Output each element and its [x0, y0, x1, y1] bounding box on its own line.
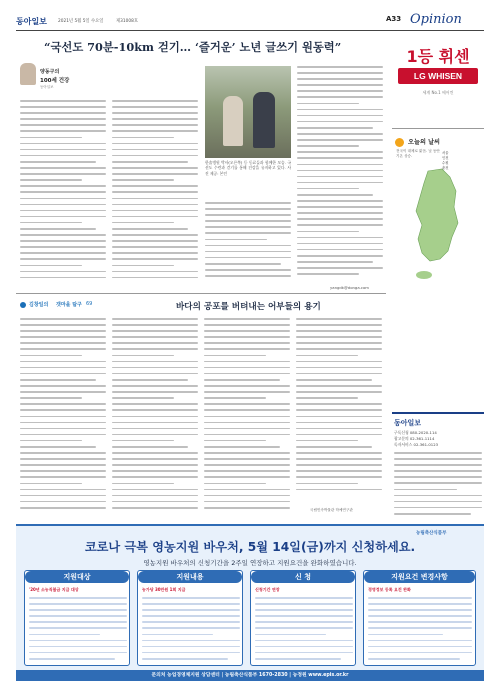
ad-box-title: 지원대상	[25, 571, 129, 583]
ad-box-lead: 신청기간 연장	[255, 587, 280, 592]
ad-headline: 코로나 극복 영농지원 바우처, 5월 14일(금)까지 신청하세요.	[84, 540, 416, 554]
weather-map	[398, 167, 478, 285]
column2-body-a	[20, 318, 106, 516]
ad-box-title: 지원내용	[138, 571, 242, 583]
avatar	[20, 63, 36, 85]
newspaper-logo: 동아일보	[16, 16, 47, 26]
issue-number: 제31008호	[116, 19, 138, 24]
kicker-num: 69	[86, 301, 93, 307]
ad-box-apply	[250, 570, 356, 666]
page-number: A33	[386, 15, 402, 23]
info-line: 독자서비스 02-361-0123	[394, 442, 439, 447]
donga-info-box	[392, 412, 484, 518]
city-item: 인천	[442, 156, 449, 160]
column2-body-b	[112, 318, 198, 516]
city-item: 수원	[442, 161, 449, 165]
column2-headline: 바다의 공포를 버텨내는 어부들의 용기	[176, 302, 321, 312]
ad-box-lead: '20년 소농직불금 지급 대상	[29, 587, 79, 592]
weather-sun-icon	[395, 138, 404, 147]
ad-box-content	[137, 570, 243, 666]
city-item: 서울	[442, 151, 449, 155]
ad-box-changes	[363, 570, 476, 666]
ad-box-title: 신 청	[251, 571, 355, 583]
lg-ad	[392, 40, 484, 126]
ad-box-lead: 농가당 30만원 1회 지급	[142, 587, 186, 592]
kicker-icon	[20, 302, 26, 308]
column2-body-c	[204, 318, 290, 516]
column1-body-d	[297, 66, 383, 288]
section-title: Opinion	[410, 12, 462, 27]
ad-org: 농림축산식품부	[416, 531, 447, 536]
author-tag: 동아일보	[40, 85, 54, 89]
column1-body-a	[20, 100, 106, 284]
ad-brand	[398, 68, 478, 84]
column1-headline: “국선도 70분-10km 걷기… ‘즐거운’ 노년 글쓰기 원동력”	[44, 40, 342, 54]
masthead	[16, 14, 484, 34]
author-sub: 100세 건강	[40, 78, 70, 84]
weather-summary: 전국이 대체로 맑음. 낮 동안 기온 상승.	[396, 149, 440, 158]
column2-byline: 국립민속박물관 학예연구관	[310, 508, 353, 512]
city-item: 춘천	[442, 166, 449, 170]
weather-box	[392, 128, 484, 288]
column2-body-d	[296, 318, 382, 498]
author-name: 양동구의	[40, 69, 60, 75]
info-line: 광고문의 02-361-1114	[394, 436, 435, 441]
column1-body-c	[205, 202, 291, 284]
weather-cities	[442, 151, 482, 171]
ad-box-target	[24, 570, 130, 666]
author-box	[16, 63, 74, 95]
column1-body-b	[112, 100, 198, 284]
kicker-name: 김창일의	[29, 302, 49, 308]
ad-slogan: 세계 No.1 에어컨	[422, 90, 454, 95]
info-title: 동아일보	[394, 419, 422, 427]
ad-headline: 1등 휘센	[406, 47, 470, 66]
photo-caption: 한솔병원 박사(오른쪽) 등 동료들과 함께한 모습. 국선도 수련과 걷기를 통해 건강을 유지하고 있다. 사진 제공: 본인	[205, 160, 291, 176]
ad-box-title: 지원요건 변경사항	[364, 571, 475, 583]
kicker-sub: 갯마을 탐구	[56, 302, 82, 308]
bottom-ad	[16, 524, 484, 681]
column1-byline: yangdk@donga.com	[330, 285, 369, 290]
weather-title: 오늘의 날씨	[408, 139, 441, 146]
ad-brand-text: LG WHISEN	[413, 71, 463, 81]
column1-photo	[205, 66, 291, 158]
ad-box-lead: 경영정보 등록 요건 완화	[368, 587, 411, 592]
info-line: 구독신청 080-2020-114	[394, 430, 437, 435]
issue-date: 2021년 5월 5일 수요일	[58, 19, 104, 24]
column2-kicker	[20, 300, 120, 312]
ad-footer: 문의처 농업경영체지원 상담센터 | 농림축산식품부 1670-2830 | 농정원 www.epis.or.kr	[16, 670, 484, 681]
ad-subhead: 영농지원 바우처의 신청기간을 2주일 연장하고 지원요건을 완화하였습니다.	[143, 559, 357, 567]
